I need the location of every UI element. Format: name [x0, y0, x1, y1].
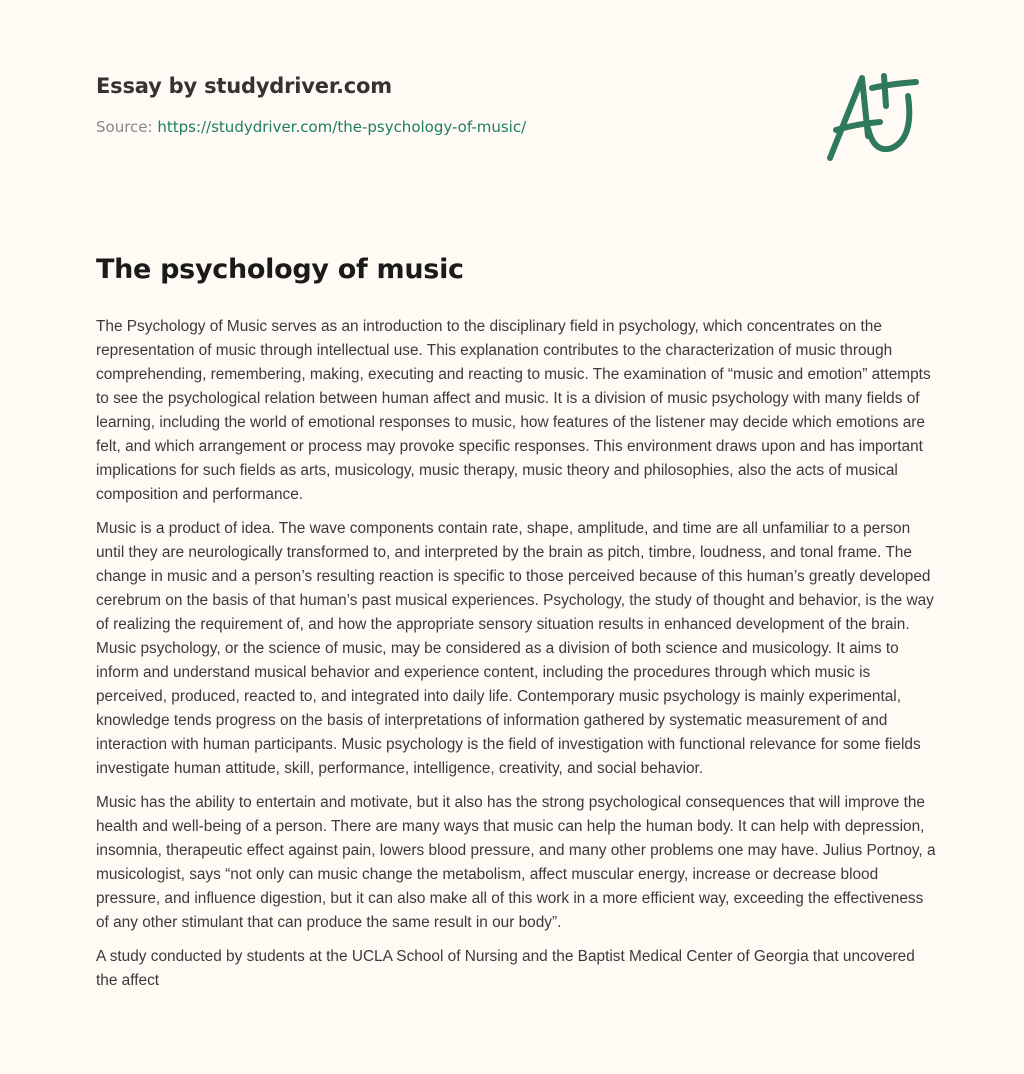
paragraph: The Psychology of Music serves as an introduction to the disciplinary field in psychology, which concentrates on the representation of music through intellectual use. This explanation contributes to the characterization of music through comprehending, remembering, making, executing and reacting to music. The examination of “music and emotion” attempts to see the psychological relation between human affect and music. It is a division of music psychology with many fields of learning, including the world of emotional responses to music, how features of the listener may decide which emotions are felt, and which arrangement or process may provoke specific responses. This environment draws upon and has important implications for such fields as arts, musicology, music therapy, music theory and philosophies, also the acts of musical composition and performance. — [96, 318, 931, 503]
page-title: The psychology of music — [96, 254, 464, 285]
article-body — [96, 315, 936, 1003]
source-line — [96, 118, 936, 136]
paragraph: A study conducted by students at the UCLA School of Nursing and the Baptist Medical Center of Georgia that uncovered the affect — [96, 948, 915, 989]
page-header — [96, 74, 936, 136]
paragraph: Music has the ability to entertain and motivate, but it also has the strong psychological consequences that will improve the health and well-being of a person. There are many ways that music can help the human body. It can help with depression, insomnia, therapeutic effect against pain, lowers blood pressure, and many other problems one may have. Julius Portnoy, a musicologist, says “not only can music change the metabolism, affect muscular energy, increase or decrease blood pressure, and influence digestion, but it can also make all of this work in a more efficient way, exceeding the effectiveness of any other stimulant that can produce the same result in our body”. — [96, 794, 936, 931]
site-title: Essay by studydriver.com — [96, 74, 392, 98]
source-label: Source: — [96, 118, 158, 136]
paragraph: Music is a product of idea. The wave components contain rate, shape, amplitude, and time are all unfamiliar to a person until they are neurologically transformed to, and interpreted by the brain as pitch, timbre, loudness, and tonal frame. The change in music and a person’s resulting reaction is specific to those perceived because of this human’s greatly developed cerebrum on the basis of that human’s past musical experiences. Psychology, the study of thought and behavior, is the way of realizing the requirement of, and how the appropriate sensory situation results in enhanced development of the brain. Music psychology, or the science of music, may be considered as a division of both science and musicology. It aims to inform and understand musical behavior and experience content, including the procedures through which music is perceived, produced, reacted to, and integrated into daily life. Contemporary music psychology is mainly experimental, knowledge tends progress on the basis of interpretations of information gathered by systematic measurement of and interaction with human participants. Music psychology is the field of investigation with functional relevance for some fields investigate human attitude, skill, performance, intelligence, creativity, and social behavior. — [96, 520, 934, 777]
source-link[interactable]: https://studydriver.com/the-psychology-of-music/ — [157, 118, 527, 136]
a-plus-grade-icon — [822, 66, 930, 166]
